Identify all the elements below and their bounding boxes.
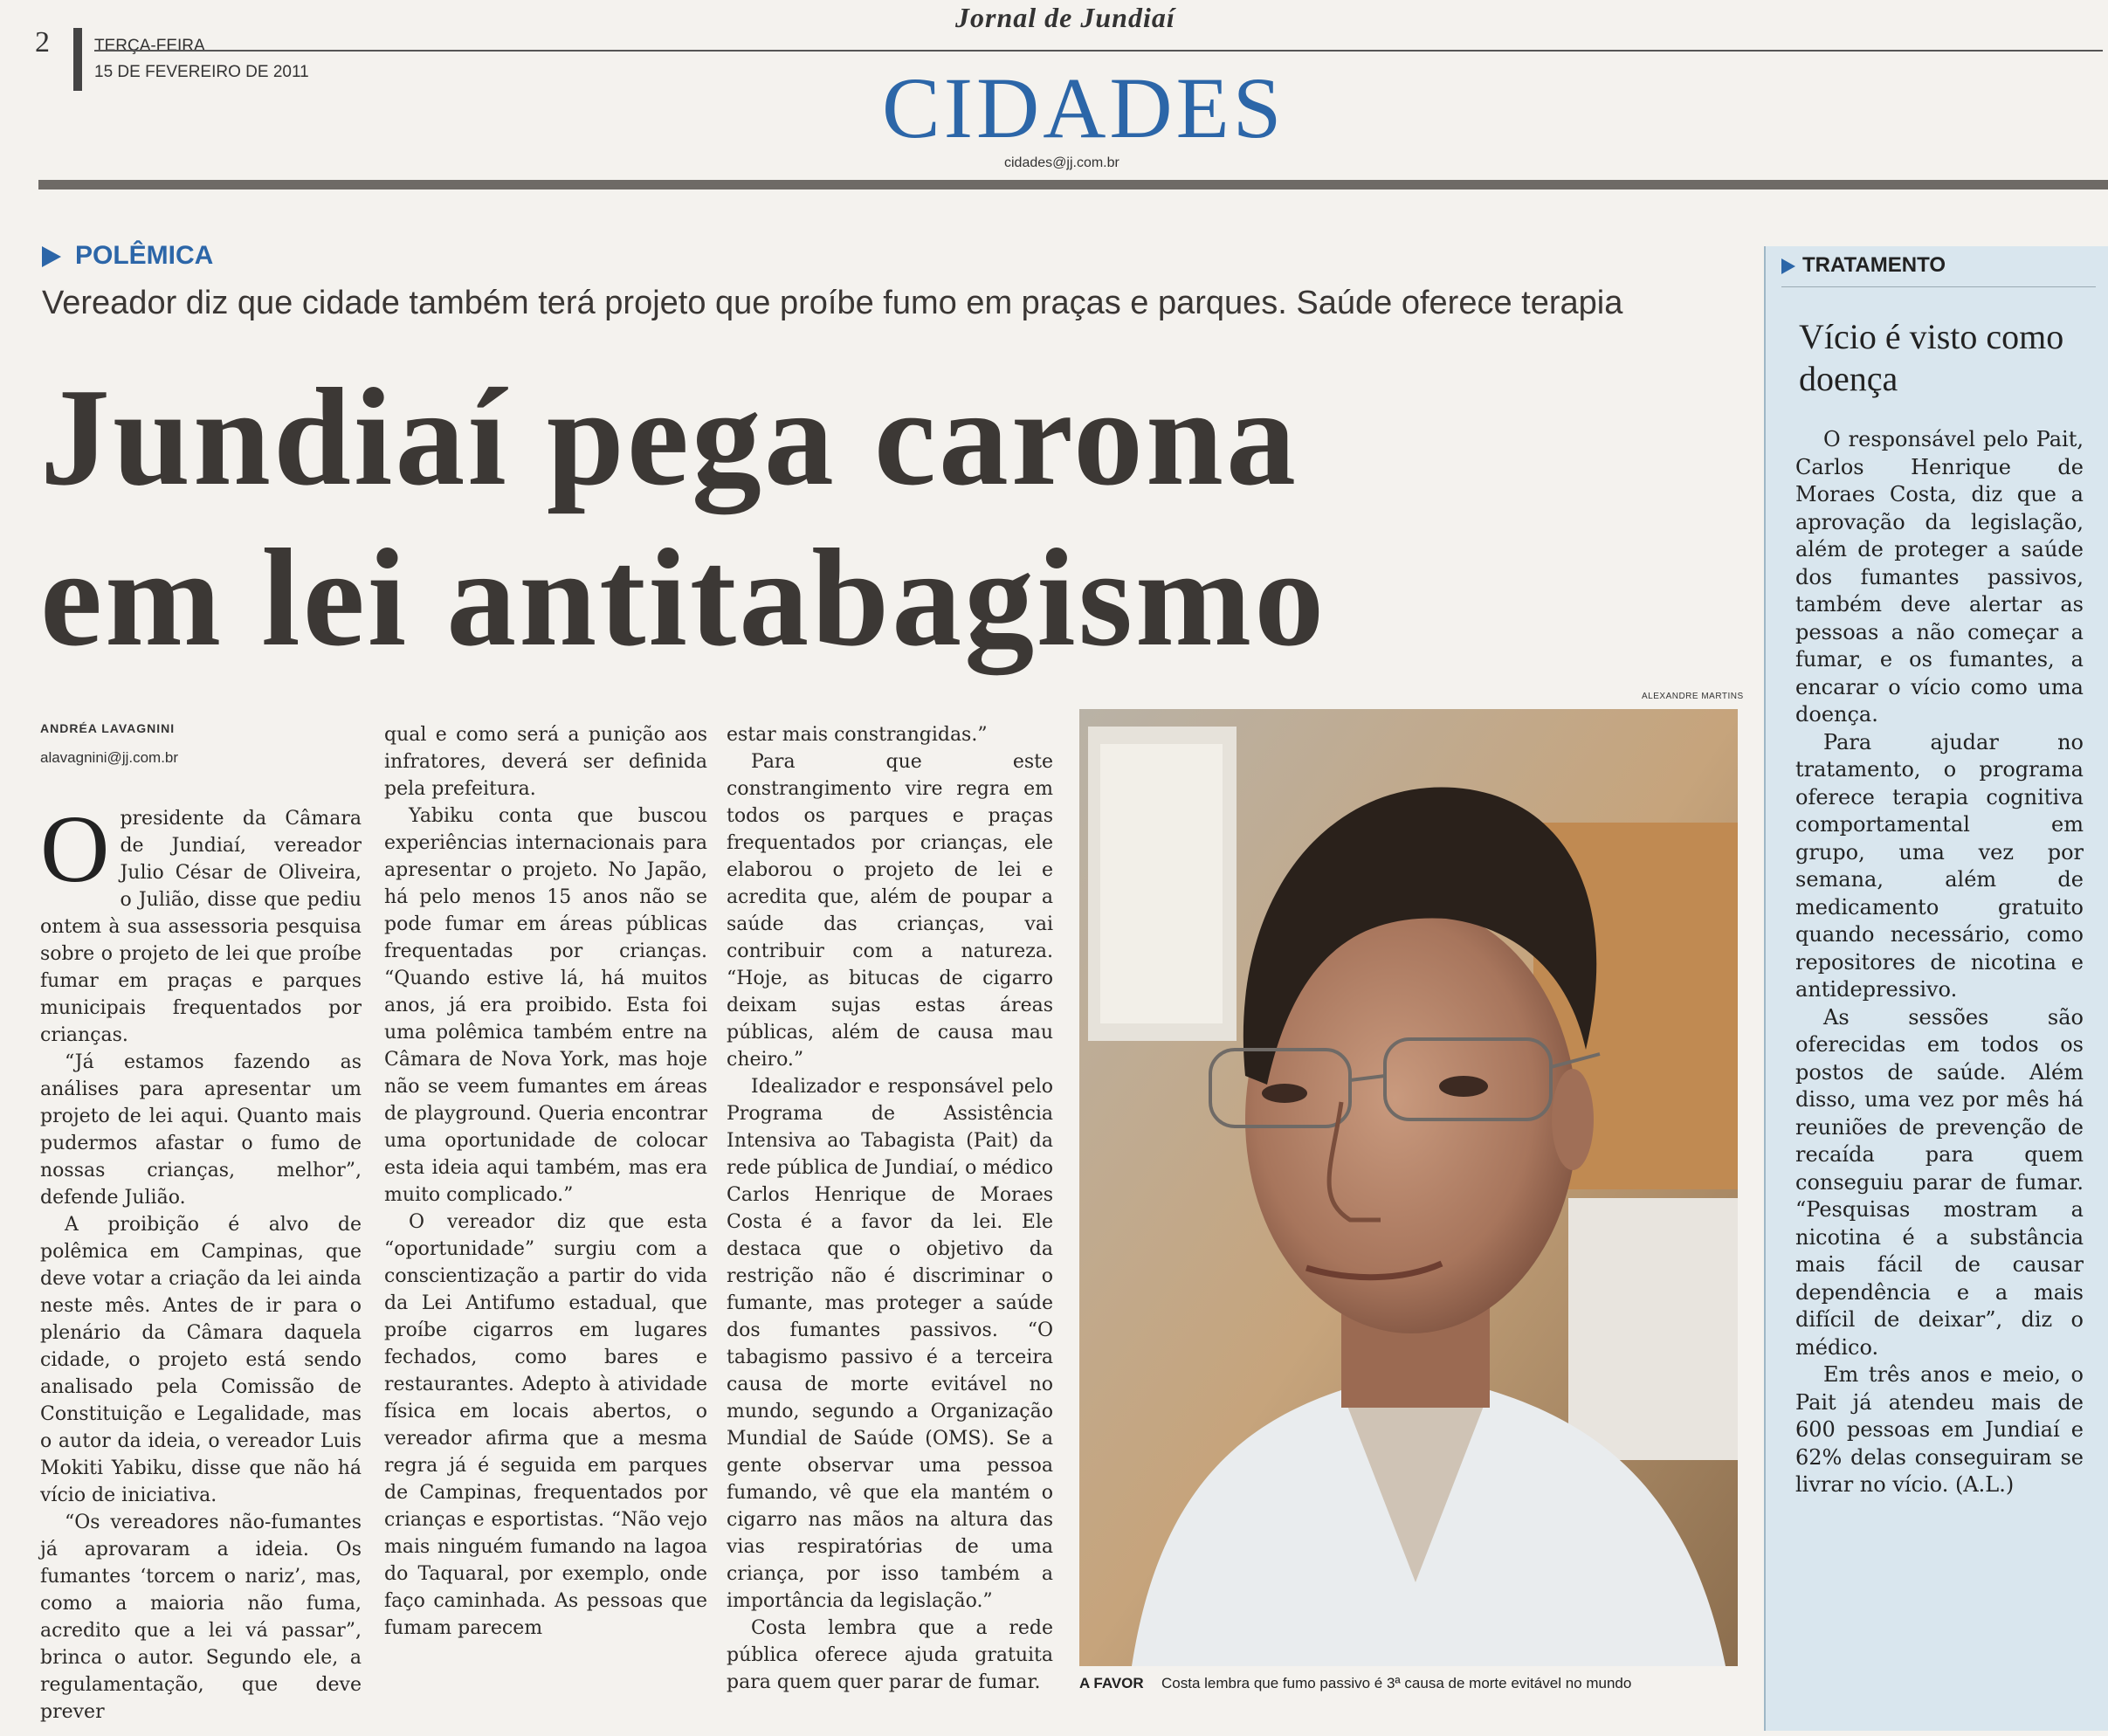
caption-label: A FAVOR [1079,1675,1144,1691]
paragraph: O vereador diz que esta “oportunidade” surgiu com a conscientização a partir do vida da Lei Antifumo estadual, que proíbe cigarros em lugares fechados, como bares e restaurantes. Adepto à atividade física em locais abertos, o vereador afirma que a mesma regra já é seguida em parques de Campinas, frequentados por crianças e esportistas. “Não vejo mais ninguém fumando na lagoa do Taquaral, por exemplo, onde faço caminhada. As pessoas que fumam parecem [384,1211,707,1639]
article-column-2 [384,721,707,1642]
paragraph: Costa lembra que a rede pública oferece ajuda gratuita para quem quer parar de fumar. [727,1617,1053,1693]
portrait-illustration [1079,709,1738,1666]
page-number: 2 [35,26,50,59]
photo-credit: ALEXANDRE MARTINS [1642,692,1744,701]
drop-cap: O [40,796,110,902]
paragraph: A proibição é alvo de polêmica em Campinas, que deve votar a criação da lei ainda neste mês. Antes de ir para o plenário da Câmara daquela cidade, o projeto está sendo analisado pela Comissão de Constituição e Legalidade, mas o autor da ideia, o vereador Luis Mokiti Yabiku, disse que não há vício de iniciativa. [40,1214,362,1506]
kicker-arrow-icon [42,246,61,267]
sidebar-arrow-icon [1781,258,1795,274]
paragraph: “Já estamos fazendo as análises para apresentar um projeto de lei aqui. Quanto mais pudermos afastar o fumo de nossas crianças, melhor”, defende Julião. [40,1051,362,1209]
paragraph: Idealizador e responsável pelo Programa de Assistência Intensiva ao Tabagista (Pait) da rede pública de Jundiaí, o médico Carlos Henrique de Moraes Costa é a favor da lei. Ele destaca que o objetivo da restrição não é discriminar o fumante, mas proteger a saúde dos fumantes passivos. “O tabagismo passivo é a terceira causa de morte evitável no mundo, segundo a Organização Mundial de Saúde (OMS). Se a gente observar uma pessoa fumando, vê que ela mantém o cigarro nas mãos na altura das vias respiratórias de uma criança, por isso também a importância da legislação.” [727,1076,1053,1612]
sidebar-paragraph: As sessões são oferecidas em todos os postos de saúde. Além disso, uma vez por mês há reuniões de prevenção de recaída para quem conseguiu parar de fumar. “Pesquisas mostram a nicotina é a substância mais fácil de causar dependência e a mais difícil de deixar”, diz o médico. [1795,1004,2084,1360]
headline-line-2: em lei antitabagismo [40,520,1327,675]
sidebar-rule [1781,286,2096,287]
paragraph [40,796,362,1049]
issue-date: 15 DE FEVEREIRO DE 2011 [94,63,309,81]
section-title: CIDADES [882,59,1285,156]
paragraph: Para que este constrangimento vire regra em todos os parques e praças frequentados por crianças, ele elaborou o projeto de lei e acredita que, além de poupar a saúde das crianças, vai contribuir com a natureza. “Hoje, as bitucas de cigarro deixam sujas estas áreas públicas, além de causa mau cheiro.” [727,751,1053,1071]
paragraph: qual e como será a punição aos infratores, deverá ser definida pela prefeitura. [384,724,707,800]
weekday: TERÇA-FEIRA [94,37,205,55]
section-email: cidades@jj.com.br [1004,155,1119,170]
sidebar-label: TRATAMENTO [1802,253,1946,277]
headline-line-1: Jundiaí pega carona [40,359,1299,514]
masthead-rule [94,50,2103,52]
article-photo [1079,709,1738,1666]
sidebar-body [1795,426,2084,1499]
section-rule [38,180,2108,189]
deck: Vereador diz que cidade também terá projeto que proíbe fumo em praças e parques. Saúde oferece terapia [42,285,1623,321]
kicker: POLÊMICA [75,241,214,270]
byline-email: alavagnini@jj.com.br [40,749,179,766]
caption-text: Costa lembra que fumo passivo é 3ª causa de morte evitável no mundo [1161,1675,1632,1691]
paragraph: Yabiku conta que buscou experiências internacionais para apresentar o projeto. No Japão, há pelo menos 15 anos não se pode fumar em áreas públicas frequentadas por crianças. “Quando estive lá, há muitos anos, já era proibido. Esta foi uma polêmica também entre na Câmara de Nova York, mas hoje não se veem fumantes em áreas de playground. Queria encontrar uma oportunidade de colocar esta ideia aqui também, mas era muito complicado.” [384,805,707,1206]
paragraph: “Os vereadores não-fumantes já aprovaram a ideia. Os fumantes ‘torcem o nariz’, mas, como a maioria não fuma, acredito que a lei vá passar”, brinca o autor. Segundo ele, a regulamentação, que deve prever [40,1512,362,1723]
byline-author: ANDRÉA LAVAGNINI [40,721,176,735]
sidebar-paragraph: Em três anos e meio, o Pait já atendeu mais de 600 pessoas em Jundiaí e 62% delas conseguiram se livrar no vício. (A.L.) [1795,1362,2084,1497]
paragraph-text: presidente da Câmara de Jundiaí, vereador Julio César de Oliveira, o Julião, disse que pediu ontem à sua assessoria pesquisa sobre o projeto de lei que proíbe fumar em praças e parques municipais frequentados por crianças. [40,808,362,1046]
headline [40,356,1743,678]
article-column-3 [727,721,1053,1696]
sidebar-paragraph: Para ajudar no tratamento, o programa oferece terapia cognitiva comportamental em grupo, uma vez por semana, além de medicamento gratuito quando necessário, como repositores de nicotina e antidepressivo. [1795,729,2084,1002]
newspaper-name: Jornal de Jundiaí [955,2,1175,33]
paragraph: estar mais constrangidas.” [727,724,988,746]
page-marker-bar [73,28,82,91]
article-column-1 [40,796,362,1726]
sidebar-title: Vício é visto como doença [1799,317,2064,398]
sidebar-paragraph: O responsável pelo Pait, Carlos Henrique de Moraes Costa, diz que a aprovação da legislação, além de proteger a saúde dos fumantes passivos, também deve alertar as pessoas a não começar a fumar, e os fumantes, a encarar o vício como uma doença. [1795,427,2084,727]
